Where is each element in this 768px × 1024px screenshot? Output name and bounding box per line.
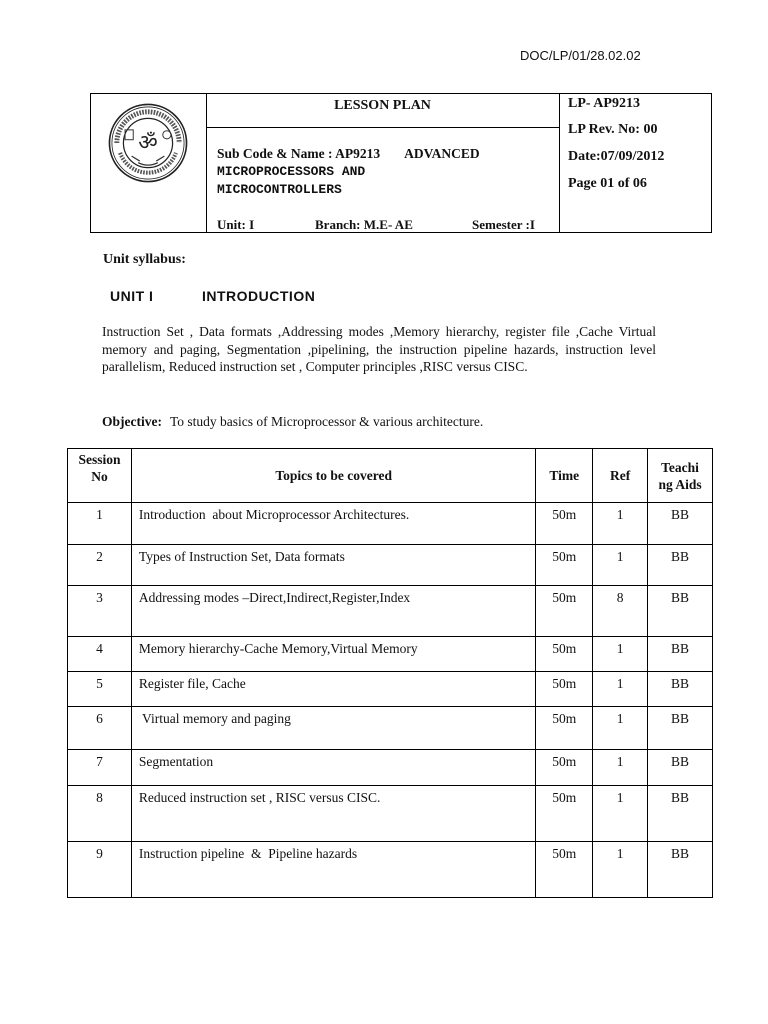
topic-cell: Introduction about Microprocessor Architectures.	[131, 503, 535, 545]
teaching-aids-cell: BB	[648, 503, 713, 545]
topic-cell: Memory hierarchy-Cache Memory,Virtual Memory	[131, 637, 535, 672]
objective-line	[102, 414, 483, 430]
lp-date: Date:07/09/2012	[568, 149, 665, 164]
table-row	[68, 707, 713, 750]
objective-text: To study basics of Microprocessor & various architecture.	[169, 414, 484, 429]
header-teaching-aids: Teachi ng Aids	[648, 449, 713, 503]
topic-cell: Virtual memory and paging	[131, 707, 535, 750]
session-number-cell: 8	[68, 786, 132, 842]
header-ref: Ref	[593, 449, 648, 503]
subject-code-and-name	[217, 145, 557, 199]
reference-cell: 1	[593, 707, 648, 750]
session-number-cell: 9	[68, 842, 132, 898]
unit-heading	[110, 288, 315, 304]
header-box	[90, 93, 712, 233]
teaching-aids-cell: BB	[648, 637, 713, 672]
objective-label: Objective:	[102, 414, 162, 429]
teaching-aids-cell: BB	[648, 842, 713, 898]
teaching-aids-cell: BB	[648, 586, 713, 637]
session-plan-table	[67, 448, 713, 898]
topic-cell: Types of Instruction Set, Data formats	[131, 545, 535, 586]
unit-number: UNIT I	[110, 288, 154, 304]
subject-name-line-2: MICROPROCESSORS AND	[217, 164, 366, 179]
table-row	[68, 586, 713, 637]
topic-cell: Instruction pipeline & Pipeline hazards	[131, 842, 535, 898]
teaching-aids-cell: BB	[648, 545, 713, 586]
time-cell: 50m	[536, 707, 593, 750]
session-number-cell: 3	[68, 586, 132, 637]
header-topics: Topics to be covered	[131, 449, 535, 503]
document-reference: DOC/LP/01/28.02.02	[520, 48, 641, 63]
syllabus-paragraph: Instruction Set , Data formats ,Addressing modes ,Memory hierarchy, register file ,Cache Virtual memory and paging, Segmentation ,pipelining, the instruction pipeline hazards, instruction level parallelism, Reduced instruction set , Computer principles ,RISC versus CISC.	[102, 324, 656, 374]
table-row	[68, 750, 713, 786]
time-cell: 50m	[536, 586, 593, 637]
session-number-cell: 4	[68, 637, 132, 672]
topic-cell: Addressing modes –Direct,Indirect,Register,Index	[131, 586, 535, 637]
topic-cell: Reduced instruction set , RISC versus CISC.	[131, 786, 535, 842]
svg-text:ॐ: ॐ	[138, 130, 158, 156]
reference-cell: 1	[593, 637, 648, 672]
document-info-cell	[559, 94, 712, 232]
lp-revision: LP Rev. No: 00	[568, 122, 658, 137]
session-number-cell: 7	[68, 750, 132, 786]
lp-code: LP- AP9213	[568, 96, 640, 111]
unit-title: INTRODUCTION	[202, 288, 316, 304]
logo-cell	[91, 94, 207, 232]
subject-code: Sub Code & Name : AP9213	[217, 146, 381, 161]
reference-cell: 1	[593, 545, 648, 586]
topic-cell: Register file, Cache	[131, 672, 535, 707]
header-time: Time	[536, 449, 593, 503]
reference-cell: 1	[593, 750, 648, 786]
reference-cell: 1	[593, 786, 648, 842]
time-cell: 50m	[536, 786, 593, 842]
table-header-row	[68, 449, 713, 503]
session-number-cell: 6	[68, 707, 132, 750]
subject-name-line-1: ADVANCED	[404, 146, 480, 161]
header-session-no: Session No	[68, 449, 132, 503]
table-row	[68, 545, 713, 586]
lesson-plan-title: LESSON PLAN	[206, 94, 559, 128]
teaching-aids-cell: BB	[648, 786, 713, 842]
reference-cell: 1	[593, 503, 648, 545]
time-cell: 50m	[536, 672, 593, 707]
page-number: Page 01 of 06	[568, 176, 647, 191]
teaching-aids-cell: BB	[648, 707, 713, 750]
reference-cell: 8	[593, 586, 648, 637]
time-cell: 50m	[536, 750, 593, 786]
table-row	[68, 842, 713, 898]
unit-label: Unit: I	[217, 217, 255, 232]
time-cell: 50m	[536, 545, 593, 586]
table-row	[68, 786, 713, 842]
unit-syllabus-heading: Unit syllabus:	[103, 252, 186, 267]
reference-cell: 1	[593, 842, 648, 898]
topic-cell: Segmentation	[131, 750, 535, 786]
table-row	[68, 672, 713, 707]
time-cell: 50m	[536, 503, 593, 545]
table-row	[68, 637, 713, 672]
branch-label: Branch: M.E- AE	[315, 217, 413, 232]
table-row	[68, 503, 713, 545]
college-seal-logo	[107, 102, 189, 184]
time-cell: 50m	[536, 637, 593, 672]
semester-label: Semester :I	[472, 217, 535, 232]
session-number-cell: 5	[68, 672, 132, 707]
teaching-aids-cell: BB	[648, 672, 713, 707]
time-cell: 50m	[536, 842, 593, 898]
teaching-aids-cell: BB	[648, 750, 713, 786]
reference-cell: 1	[593, 672, 648, 707]
session-number-cell: 1	[68, 503, 132, 545]
session-number-cell: 2	[68, 545, 132, 586]
subject-name-line-3: MICROCONTROLLERS	[217, 182, 342, 197]
